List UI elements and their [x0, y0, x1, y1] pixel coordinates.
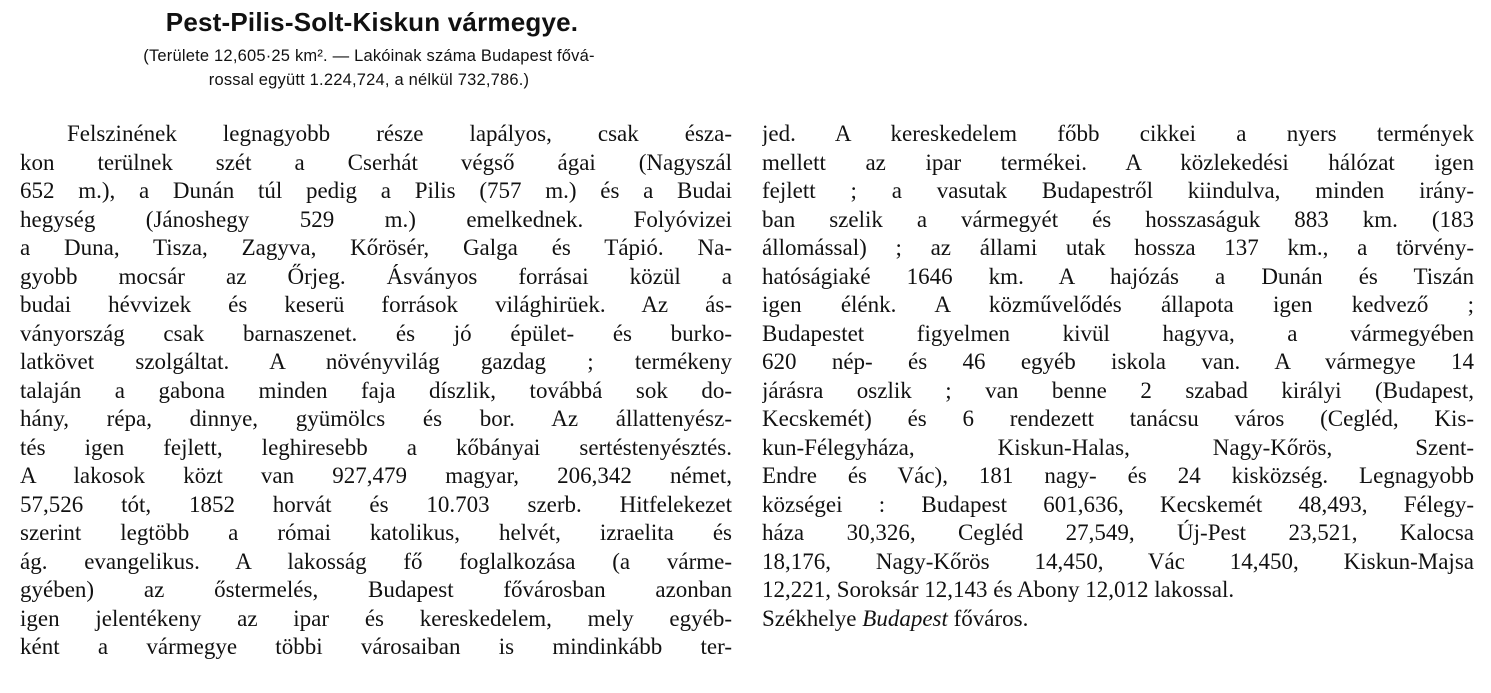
left-column	[20, 120, 732, 662]
text-line: állomással) ; az állami utak hossza 137 km., a törvény-	[762, 235, 1474, 260]
text-line: kon terülnek szét a Cserhát végső ágai (Nagyszál	[20, 149, 732, 175]
text-line: hatóságiaké 1646 km. A hajózás a Dunán és Tiszán	[762, 263, 1474, 289]
capital-city: Budapest	[862, 605, 948, 631]
text-line: gyében) az őstermelés, Budapest fővárosban azonban	[20, 577, 732, 602]
text-line: igen jelentékeny az ipar és kereskedelem, mely egyéb-	[20, 605, 732, 631]
text-line: ként a vármegye többi városaiban is mindinkább ter-	[20, 634, 732, 659]
closing-line	[762, 605, 1474, 634]
subtitle-line: rossal együtt 1.224,724, a nélkül 732,786.)	[208, 71, 530, 89]
text-line: fejlett ; a vasutak Budapestről kiindulva, minden irány-	[762, 178, 1474, 203]
subtitle	[8, 44, 730, 92]
text-line: tés igen fejlett, leghiresebb a kőbányai sertéstenyésztés.	[20, 434, 732, 460]
article-header	[8, 4, 730, 92]
text-line: háza 30,326, Cegléd 27,549, Új-Pest 23,521, Kalocsa	[762, 520, 1474, 545]
text-line: hegység (Jánoshegy 529 m.) emelkednek. Folyóvizei	[20, 206, 732, 232]
text-line: községei : Budapest 601,636, Kecskemét 48,493, Félegy-	[762, 491, 1474, 517]
text-line: járásra oszlik ; van benne 2 szabad királyi (Budapest,	[762, 377, 1474, 403]
text-line: 12,221, Soroksár 12,143 és Abony 12,012 lakossal.	[762, 577, 1235, 602]
text-line: A lakosok közt van 927,479 magyar, 206,342 német,	[20, 463, 732, 488]
closing-prefix: Székhelye	[762, 605, 863, 631]
text-line: Felszinének legnagyobb része lapályos, csak észa-	[67, 121, 732, 146]
text-line: latkövet szolgáltat. A növényvilág gazdag ; termékeny	[20, 349, 732, 374]
text-line: jed. A kereskedelem főbb cikkei a nyers termények	[762, 121, 1474, 146]
subtitle-line: (Területe 12,605·25 km². — Lakóinak száma Budapest fővá-	[143, 47, 595, 65]
text-line: szerint legtöbb a római katolikus, helvét, izraelita és	[20, 520, 732, 545]
text-line: Endre és Vác), 181 nagy- és 24 kisközség. Legnagyobb	[762, 463, 1474, 488]
text-line: hány, répa, dinnye, gyümölcs és bor. Az állattenyész-	[20, 406, 732, 431]
closing-suffix: főváros.	[947, 605, 1029, 631]
text-line: gyobb mocsár az Őrjeg. Ásványos forrásai közül a	[20, 263, 732, 289]
text-line: 57,526 tót, 1852 horvát és 10.703 szerb. Hitfelekezet	[20, 491, 732, 517]
page-title: Pest-Pilis-Solt-Kiskun vármegye.	[165, 7, 579, 37]
text-line: budai hévvizek és keserü források világhirüek. Az ás-	[20, 292, 732, 317]
text-line: talaján a gabona minden faja díszlik, továbbá sok do-	[20, 377, 732, 403]
text-line: mellett az ipar termékei. A közlekedési hálózat igen	[762, 149, 1474, 175]
text-line: a Duna, Tisza, Zagyva, Kőrösér, Galga és Tápió. Na-	[20, 235, 732, 260]
text-line: igen élénk. A közművelődés állapota igen kedvező ;	[762, 292, 1474, 317]
text-line: ban szelik a vármegyét és hosszaságuk 883 km. (183	[762, 206, 1474, 232]
text-line: 620 nép- és 46 egyéb iskola van. A vármegye 14	[762, 349, 1474, 374]
text-line: ág. evangelikus. A lakosság fő foglalkozása (a várme-	[20, 548, 732, 574]
text-line: ványország csak barnaszenet. és jó épület- és burko-	[20, 320, 732, 346]
text-line: kun-Félegyháza, Kiskun-Halas, Nagy-Kőrös, Szent-	[762, 434, 1474, 460]
text-line: 18,176, Nagy-Kőrös 14,450, Vác 14,450, Kiskun-Majsa	[762, 548, 1474, 574]
right-column	[762, 120, 1474, 633]
text-line: Kecskemét) és 6 rendezett tanácsu város (Cegléd, Kis-	[762, 406, 1474, 431]
text-line: 652 m.), a Dunán túl pedig a Pilis (757 m.) és a Budai	[20, 178, 732, 203]
text-line: Budapestet figyelmen kivül hagyva, a vármegyében	[762, 320, 1474, 346]
